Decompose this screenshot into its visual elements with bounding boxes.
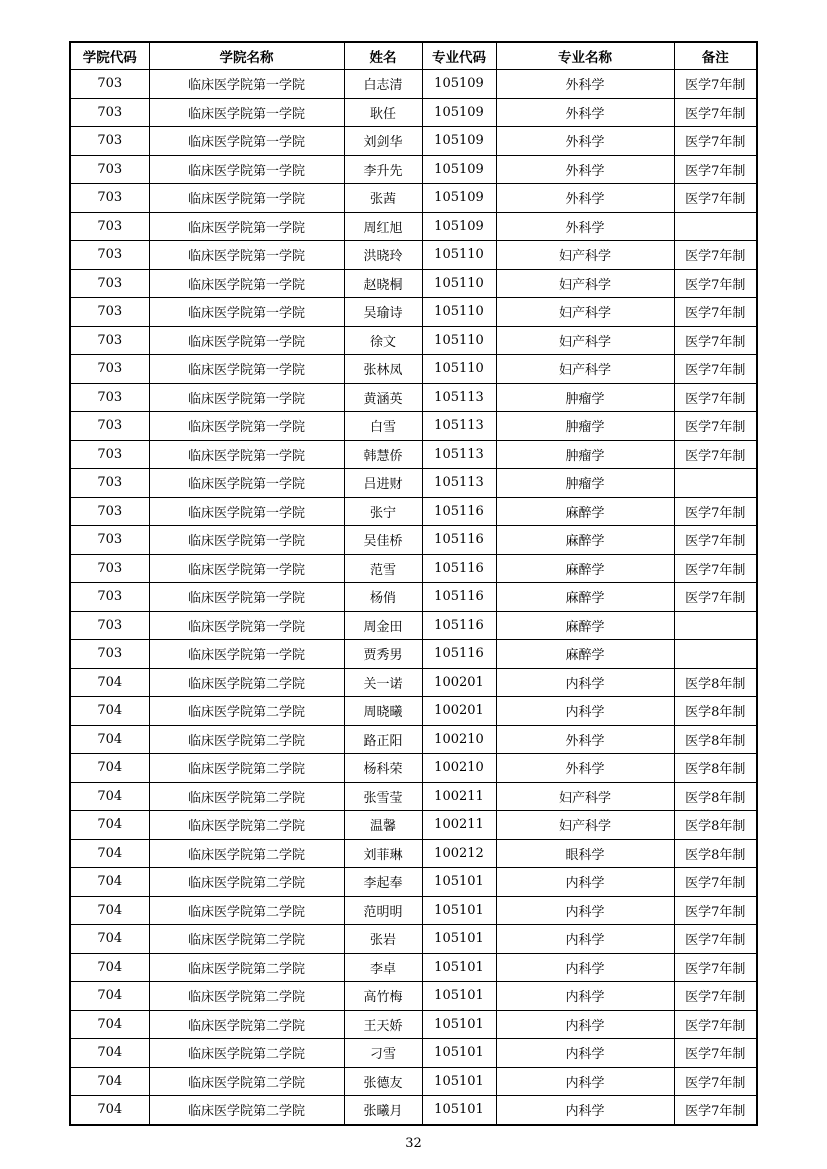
college-name-cell: 临床医学院第一学院 [149, 269, 344, 298]
student-name-cell: 张德友 [344, 1067, 422, 1096]
major-name-cell: 外科学 [496, 184, 674, 213]
major-name-cell: 妇产科学 [496, 355, 674, 384]
college-name-cell: 临床医学院第二学院 [149, 868, 344, 897]
student-name-cell: 周红旭 [344, 212, 422, 241]
table-row [70, 782, 757, 811]
major-code-cell: 105116 [422, 583, 496, 612]
major-name-cell: 麻醉学 [496, 583, 674, 612]
table-row [70, 127, 757, 156]
table-row [70, 925, 757, 954]
major-code-cell: 105113 [422, 440, 496, 469]
college-name-cell: 临床医学院第一学院 [149, 212, 344, 241]
college-name-cell: 临床医学院第二学院 [149, 782, 344, 811]
college-code-cell: 703 [70, 326, 149, 355]
college-name-cell: 临床医学院第一学院 [149, 298, 344, 327]
college-name-cell: 临床医学院第一学院 [149, 155, 344, 184]
major-name-cell: 肿瘤学 [496, 412, 674, 441]
table-row [70, 355, 757, 384]
student-name-cell: 王天娇 [344, 1010, 422, 1039]
student-name-cell: 刘剑华 [344, 127, 422, 156]
major-name-cell: 内科学 [496, 925, 674, 954]
remarks-cell: 医学8年制 [674, 782, 757, 811]
student-name-cell: 李起奉 [344, 868, 422, 897]
header-major-code: 专业代码 [422, 42, 496, 70]
table-row [70, 668, 757, 697]
college-code-cell: 703 [70, 355, 149, 384]
major-name-cell: 妇产科学 [496, 326, 674, 355]
college-code-cell: 704 [70, 725, 149, 754]
major-code-cell: 105109 [422, 70, 496, 99]
remarks-cell: 医学8年制 [674, 811, 757, 840]
college-name-cell: 临床医学院第一学院 [149, 583, 344, 612]
college-code-cell: 704 [70, 811, 149, 840]
major-code-cell: 105116 [422, 640, 496, 669]
college-code-cell: 704 [70, 782, 149, 811]
major-code-cell: 105109 [422, 212, 496, 241]
major-code-cell: 105110 [422, 269, 496, 298]
major-code-cell: 105101 [422, 868, 496, 897]
student-name-cell: 耿任 [344, 98, 422, 127]
student-name-cell: 黄涵英 [344, 383, 422, 412]
college-name-cell: 临床医学院第一学院 [149, 526, 344, 555]
major-code-cell: 105101 [422, 1010, 496, 1039]
major-name-cell: 外科学 [496, 212, 674, 241]
table-row [70, 953, 757, 982]
college-code-cell: 704 [70, 754, 149, 783]
table-row [70, 754, 757, 783]
major-code-cell: 105116 [422, 611, 496, 640]
college-name-cell: 临床医学院第一学院 [149, 383, 344, 412]
header-major-name: 专业名称 [496, 42, 674, 70]
remarks-cell: 医学7年制 [674, 269, 757, 298]
student-name-cell: 吕进财 [344, 469, 422, 498]
major-name-cell: 眼科学 [496, 839, 674, 868]
table-row [70, 412, 757, 441]
college-name-cell: 临床医学院第一学院 [149, 440, 344, 469]
remarks-cell: 医学7年制 [674, 98, 757, 127]
student-name-cell: 路正阳 [344, 725, 422, 754]
student-name-cell: 李卓 [344, 953, 422, 982]
college-name-cell: 临床医学院第一学院 [149, 241, 344, 270]
remarks-cell: 医学7年制 [674, 440, 757, 469]
remarks-cell: 医学8年制 [674, 697, 757, 726]
college-name-cell: 临床医学院第一学院 [149, 554, 344, 583]
remarks-cell: 医学7年制 [674, 241, 757, 270]
student-name-cell: 范雪 [344, 554, 422, 583]
header-college-name: 学院名称 [149, 42, 344, 70]
major-name-cell: 内科学 [496, 953, 674, 982]
major-name-cell: 麻醉学 [496, 497, 674, 526]
student-name-cell: 张林凤 [344, 355, 422, 384]
remarks-cell [674, 212, 757, 241]
college-name-cell: 临床医学院第二学院 [149, 896, 344, 925]
college-name-cell: 临床医学院第二学院 [149, 1039, 344, 1068]
remarks-cell: 医学7年制 [674, 326, 757, 355]
student-name-cell: 关一诺 [344, 668, 422, 697]
college-name-cell: 临床医学院第二学院 [149, 811, 344, 840]
remarks-cell [674, 611, 757, 640]
student-name-cell: 贾秀男 [344, 640, 422, 669]
remarks-cell: 医学7年制 [674, 526, 757, 555]
college-code-cell: 704 [70, 839, 149, 868]
major-code-cell: 105101 [422, 1096, 496, 1125]
remarks-cell: 医学7年制 [674, 355, 757, 384]
college-name-cell: 临床医学院第一学院 [149, 326, 344, 355]
college-name-cell: 临床医学院第二学院 [149, 925, 344, 954]
table-row [70, 497, 757, 526]
major-name-cell: 内科学 [496, 1096, 674, 1125]
major-code-cell: 105110 [422, 355, 496, 384]
major-code-cell: 105110 [422, 241, 496, 270]
college-code-cell: 704 [70, 953, 149, 982]
college-code-cell: 703 [70, 554, 149, 583]
major-code-cell: 100211 [422, 782, 496, 811]
major-name-cell: 内科学 [496, 1039, 674, 1068]
major-code-cell: 105109 [422, 184, 496, 213]
student-name-cell: 李升先 [344, 155, 422, 184]
remarks-cell: 医学7年制 [674, 127, 757, 156]
college-name-cell: 临床医学院第一学院 [149, 640, 344, 669]
college-name-cell: 临床医学院第一学院 [149, 127, 344, 156]
major-code-cell: 100210 [422, 754, 496, 783]
major-code-cell: 105116 [422, 497, 496, 526]
table-row [70, 839, 757, 868]
student-name-cell: 韩慧侨 [344, 440, 422, 469]
remarks-cell: 医学7年制 [674, 412, 757, 441]
table-row [70, 554, 757, 583]
college-name-cell: 临床医学院第一学院 [149, 184, 344, 213]
college-name-cell: 临床医学院第二学院 [149, 1067, 344, 1096]
table-header-row [70, 42, 757, 70]
college-code-cell: 704 [70, 1039, 149, 1068]
college-code-cell: 703 [70, 212, 149, 241]
major-name-cell: 麻醉学 [496, 640, 674, 669]
table-row [70, 440, 757, 469]
major-name-cell: 外科学 [496, 725, 674, 754]
college-code-cell: 703 [70, 383, 149, 412]
major-code-cell: 100211 [422, 811, 496, 840]
page-number: 32 [405, 1136, 422, 1151]
remarks-cell: 医学7年制 [674, 583, 757, 612]
college-code-cell: 703 [70, 611, 149, 640]
major-name-cell: 麻醉学 [496, 611, 674, 640]
table-row [70, 212, 757, 241]
college-code-cell: 703 [70, 269, 149, 298]
remarks-cell: 医学8年制 [674, 839, 757, 868]
table-row [70, 1067, 757, 1096]
college-code-cell: 703 [70, 497, 149, 526]
table-body [70, 70, 757, 1125]
college-name-cell: 临床医学院第一学院 [149, 469, 344, 498]
major-name-cell: 肿瘤学 [496, 440, 674, 469]
major-code-cell: 105109 [422, 155, 496, 184]
student-table [69, 41, 758, 1126]
college-code-cell: 704 [70, 868, 149, 897]
student-name-cell: 张宁 [344, 497, 422, 526]
student-name-cell: 洪晓玲 [344, 241, 422, 270]
major-code-cell: 105110 [422, 326, 496, 355]
table-row [70, 326, 757, 355]
remarks-cell: 医学8年制 [674, 668, 757, 697]
college-code-cell: 703 [70, 127, 149, 156]
header-college-code: 学院代码 [70, 42, 149, 70]
student-name-cell: 徐文 [344, 326, 422, 355]
student-name-cell: 刁雪 [344, 1039, 422, 1068]
major-name-cell: 外科学 [496, 754, 674, 783]
major-name-cell: 内科学 [496, 896, 674, 925]
remarks-cell: 医学7年制 [674, 1039, 757, 1068]
remarks-cell: 医学7年制 [674, 868, 757, 897]
remarks-cell [674, 469, 757, 498]
table-row [70, 868, 757, 897]
table-row [70, 611, 757, 640]
table-row [70, 298, 757, 327]
remarks-cell: 医学7年制 [674, 1067, 757, 1096]
major-name-cell: 内科学 [496, 1010, 674, 1039]
remarks-cell: 医学7年制 [674, 70, 757, 99]
table-row [70, 725, 757, 754]
table-row [70, 896, 757, 925]
table-row [70, 269, 757, 298]
student-name-cell: 白雪 [344, 412, 422, 441]
major-name-cell: 肿瘤学 [496, 469, 674, 498]
major-name-cell: 妇产科学 [496, 811, 674, 840]
college-code-cell: 703 [70, 241, 149, 270]
major-name-cell: 内科学 [496, 668, 674, 697]
major-name-cell: 麻醉学 [496, 554, 674, 583]
student-name-cell: 周金田 [344, 611, 422, 640]
college-code-cell: 703 [70, 440, 149, 469]
remarks-cell: 医学7年制 [674, 155, 757, 184]
table-row [70, 70, 757, 99]
college-name-cell: 临床医学院第一学院 [149, 70, 344, 99]
major-name-cell: 外科学 [496, 70, 674, 99]
college-name-cell: 临床医学院第二学院 [149, 754, 344, 783]
major-code-cell: 105113 [422, 412, 496, 441]
major-code-cell: 105109 [422, 127, 496, 156]
table-row [70, 982, 757, 1011]
student-name-cell: 杨科荣 [344, 754, 422, 783]
college-name-cell: 临床医学院第二学院 [149, 1096, 344, 1125]
table-row [70, 526, 757, 555]
student-name-cell: 高竹梅 [344, 982, 422, 1011]
table-row [70, 184, 757, 213]
table-row [70, 811, 757, 840]
major-name-cell: 麻醉学 [496, 526, 674, 555]
remarks-cell: 医学7年制 [674, 982, 757, 1011]
college-code-cell: 703 [70, 526, 149, 555]
college-name-cell: 临床医学院第二学院 [149, 953, 344, 982]
college-code-cell: 703 [70, 98, 149, 127]
major-code-cell: 105101 [422, 982, 496, 1011]
major-name-cell: 妇产科学 [496, 241, 674, 270]
remarks-cell: 医学7年制 [674, 383, 757, 412]
remarks-cell [674, 640, 757, 669]
student-name-cell: 杨俏 [344, 583, 422, 612]
major-code-cell: 105116 [422, 554, 496, 583]
major-name-cell: 妇产科学 [496, 298, 674, 327]
major-code-cell: 105101 [422, 1067, 496, 1096]
table-row [70, 583, 757, 612]
student-name-cell: 刘菲琳 [344, 839, 422, 868]
table-row [70, 155, 757, 184]
major-code-cell: 100212 [422, 839, 496, 868]
remarks-cell: 医学7年制 [674, 497, 757, 526]
college-name-cell: 临床医学院第二学院 [149, 1010, 344, 1039]
remarks-cell: 医学7年制 [674, 896, 757, 925]
college-code-cell: 703 [70, 412, 149, 441]
college-name-cell: 临床医学院第二学院 [149, 668, 344, 697]
table-row [70, 697, 757, 726]
major-code-cell: 100201 [422, 697, 496, 726]
college-code-cell: 703 [70, 640, 149, 669]
student-name-cell: 吴瑜诗 [344, 298, 422, 327]
major-code-cell: 105101 [422, 1039, 496, 1068]
remarks-cell: 医学7年制 [674, 925, 757, 954]
college-code-cell: 704 [70, 1096, 149, 1125]
college-name-cell: 临床医学院第一学院 [149, 611, 344, 640]
college-code-cell: 703 [70, 298, 149, 327]
college-code-cell: 704 [70, 1067, 149, 1096]
college-code-cell: 703 [70, 184, 149, 213]
college-code-cell: 704 [70, 697, 149, 726]
student-name-cell: 白志清 [344, 70, 422, 99]
student-name-cell: 范明明 [344, 896, 422, 925]
student-name-cell: 周晓曦 [344, 697, 422, 726]
remarks-cell: 医学7年制 [674, 1010, 757, 1039]
college-name-cell: 临床医学院第一学院 [149, 355, 344, 384]
major-code-cell: 100210 [422, 725, 496, 754]
major-name-cell: 肿瘤学 [496, 383, 674, 412]
table-row [70, 640, 757, 669]
major-code-cell: 100201 [422, 668, 496, 697]
major-name-cell: 外科学 [496, 98, 674, 127]
major-name-cell: 内科学 [496, 982, 674, 1011]
table-row [70, 1096, 757, 1125]
college-code-cell: 704 [70, 668, 149, 697]
header-student-name: 姓名 [344, 42, 422, 70]
remarks-cell: 医学7年制 [674, 554, 757, 583]
remarks-cell: 医学7年制 [674, 298, 757, 327]
college-code-cell: 703 [70, 70, 149, 99]
college-name-cell: 临床医学院第二学院 [149, 697, 344, 726]
major-name-cell: 妇产科学 [496, 269, 674, 298]
remarks-cell: 医学7年制 [674, 1096, 757, 1125]
student-name-cell: 张茜 [344, 184, 422, 213]
major-name-cell: 内科学 [496, 697, 674, 726]
major-code-cell: 105101 [422, 925, 496, 954]
major-name-cell: 妇产科学 [496, 782, 674, 811]
college-name-cell: 临床医学院第二学院 [149, 725, 344, 754]
major-code-cell: 105109 [422, 98, 496, 127]
remarks-cell: 医学7年制 [674, 953, 757, 982]
remarks-cell: 医学8年制 [674, 754, 757, 783]
table-row [70, 241, 757, 270]
college-code-cell: 703 [70, 469, 149, 498]
major-name-cell: 内科学 [496, 1067, 674, 1096]
table-row [70, 98, 757, 127]
major-code-cell: 105101 [422, 953, 496, 982]
college-name-cell: 临床医学院第二学院 [149, 982, 344, 1011]
major-code-cell: 105116 [422, 526, 496, 555]
college-code-cell: 703 [70, 583, 149, 612]
college-name-cell: 临床医学院第二学院 [149, 839, 344, 868]
college-name-cell: 临床医学院第一学院 [149, 497, 344, 526]
major-code-cell: 105113 [422, 383, 496, 412]
college-code-cell: 704 [70, 925, 149, 954]
major-code-cell: 105101 [422, 896, 496, 925]
table-row [70, 383, 757, 412]
major-code-cell: 105110 [422, 298, 496, 327]
table-row [70, 1039, 757, 1068]
student-name-cell: 吴佳桥 [344, 526, 422, 555]
college-code-cell: 703 [70, 155, 149, 184]
major-code-cell: 105113 [422, 469, 496, 498]
college-code-cell: 704 [70, 1010, 149, 1039]
table-row [70, 1010, 757, 1039]
student-name-cell: 张曦月 [344, 1096, 422, 1125]
student-name-cell: 张雪莹 [344, 782, 422, 811]
student-name-cell: 赵晓桐 [344, 269, 422, 298]
college-name-cell: 临床医学院第一学院 [149, 412, 344, 441]
table-row [70, 469, 757, 498]
student-name-cell: 张岩 [344, 925, 422, 954]
student-name-cell: 温馨 [344, 811, 422, 840]
college-name-cell: 临床医学院第一学院 [149, 98, 344, 127]
remarks-cell: 医学8年制 [674, 725, 757, 754]
college-code-cell: 704 [70, 896, 149, 925]
major-name-cell: 内科学 [496, 868, 674, 897]
major-name-cell: 外科学 [496, 155, 674, 184]
remarks-cell: 医学7年制 [674, 184, 757, 213]
header-remarks: 备注 [674, 42, 757, 70]
major-name-cell: 外科学 [496, 127, 674, 156]
college-code-cell: 704 [70, 982, 149, 1011]
